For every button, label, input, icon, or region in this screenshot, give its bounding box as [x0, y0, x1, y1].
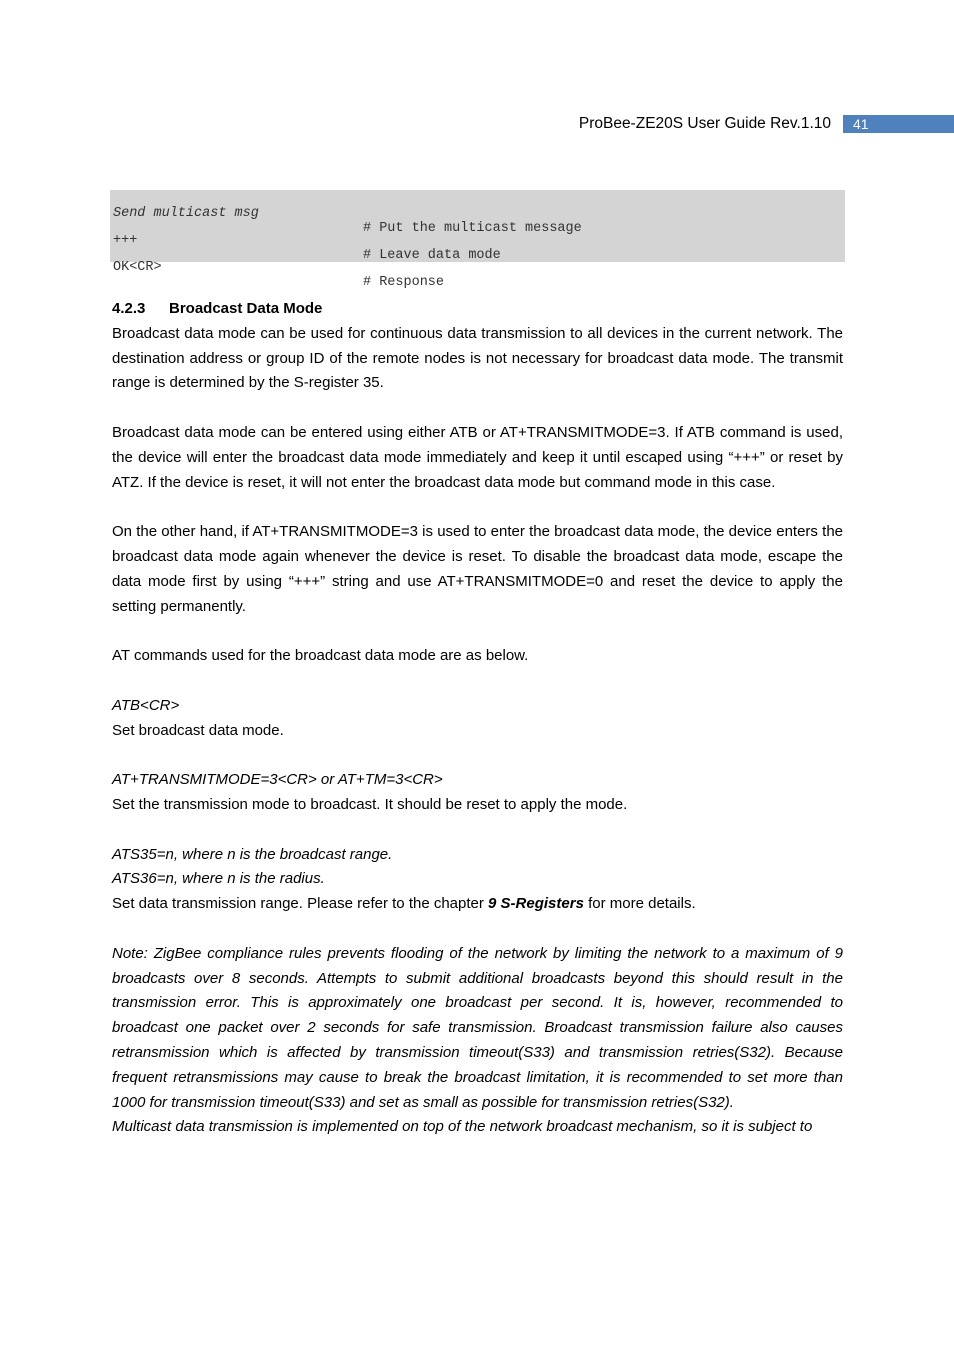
code-command: OK<CR>: [113, 260, 162, 275]
paragraph-commands-intro: AT commands used for the broadcast data mode are as below.: [112, 647, 529, 665]
command-syntax-ats35: ATS35=n, where n is the broadcast range.: [112, 845, 393, 863]
note-paragraph: Note: ZigBee compliance rules prevents flooding of the network by limiting the network to a maximum of 9 broadcasts over 8 seconds. Attempts to submit additional broadcasts beyond this should result in the transmission error. This is approximately one broadcast per second. It is, however, recommended to broadcast one packet over 2 seconds for safe transmission. Broadcast transmission failure also causes retransmission which is affected by transmission timeout(S33) and transmission retries(S32). Because frequent retransmissions may cause to break the broadcast limitation, it is recommended to set more than 1000 for transmission timeout(S33) and set as small as possible for transmission retries(S32).: [112, 944, 843, 1111]
code-command: Send multicast msg: [113, 206, 259, 221]
code-line: [113, 191, 582, 236]
command-syntax-ats36: ATS36=n, where n is the radius.: [112, 870, 325, 888]
section-number: 4.2.3: [112, 300, 146, 317]
note-continuation: Multicast data transmission is implemented on top of the network broadcast mechanism, so it is subject to: [112, 1118, 813, 1136]
paragraph-entering: Broadcast data mode can be entered using either ATB or AT+TRANSMITMODE=3. If ATB command is used, the device will enter the broadcast data mode immediately and keep it until escaped using “+++” or reset by ATZ. If the device is reset, it will not enter the broadcast data mode but command mode in this case.: [112, 423, 843, 491]
code-comment: # Leave data mode: [363, 248, 501, 263]
range-text-before: Set data transmission range. Please refer to the chapter: [112, 895, 489, 913]
command-syntax-atb: ATB<CR>: [112, 696, 180, 714]
command-description-range: [112, 892, 843, 917]
command-syntax-transmitmode: AT+TRANSMITMODE=3<CR> or AT+TM=3<CR>: [112, 771, 443, 789]
body-content: [112, 297, 843, 1140]
section-heading: [112, 297, 843, 322]
section-title: Broadcast Data Mode: [169, 300, 323, 317]
header-title: ProBee-ZE20S User Guide Rev.1.10: [578, 115, 831, 132]
s-registers-reference: 9 S-Registers: [488, 895, 584, 913]
paragraph-transmitmode: On the other hand, if AT+TRANSMITMODE=3 is used to enter the broadcast data mode, the device enters the broadcast data mode again whenever the device is reset. To disable the broadcast data mode, escape the data mode first by using “+++” string and use AT+TRANSMITMODE=0 and reset the device to apply the setting permanently.: [112, 523, 843, 615]
range-text-after: for more details.: [583, 895, 696, 913]
code-block: [110, 190, 845, 290]
code-comment: # Response: [363, 275, 445, 290]
code-comment: # Put the multicast message: [363, 221, 582, 236]
command-description-atb: Set broadcast data mode.: [112, 721, 284, 739]
paragraph-intro: Broadcast data mode can be used for continuous data transmission to all devices in the current network. The destination address or group ID of the remote nodes is not necessary for broadcast data mode. The transmit range is determined by the S-register 35.: [112, 324, 843, 392]
code-command: +++: [113, 233, 138, 248]
page-number-badge: 41: [843, 115, 954, 133]
command-description-transmitmode: Set the transmission mode to broadcast. It should be reset to apply the mode.: [112, 795, 628, 813]
